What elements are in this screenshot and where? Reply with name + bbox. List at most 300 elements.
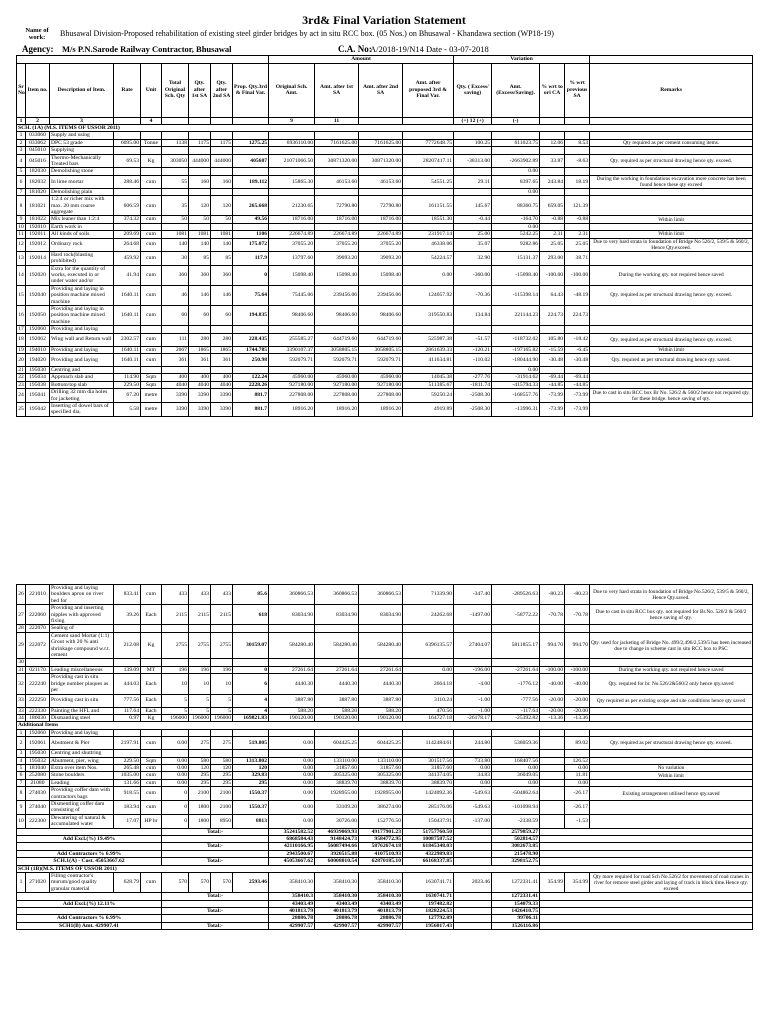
table-cell: 2755 <box>189 632 211 659</box>
table-cell: 133110.00 <box>315 757 359 764</box>
table-cell <box>114 188 141 195</box>
table-row <box>17 779 753 786</box>
table-cell: 71339.90 <box>403 585 454 605</box>
table-cell <box>315 366 359 373</box>
table-cell: 3390 <box>162 389 189 403</box>
table-cell: metre <box>141 389 162 403</box>
table-cell: 7772648.75 <box>403 139 454 146</box>
table-cell: 14 <box>17 265 26 285</box>
column-number <box>233 117 269 124</box>
table-cell: 46153.60 <box>359 175 403 188</box>
table-cell: 31857.60 <box>315 764 359 771</box>
table-cell: -115398.14 <box>492 285 540 305</box>
total-row <box>17 850 753 857</box>
total-amount: 429907.57 <box>315 922 359 929</box>
table-cell <box>565 366 590 373</box>
table-cell: 5 <box>211 694 233 707</box>
table-cell: 28207417.11 <box>403 154 454 168</box>
table-row <box>17 175 753 188</box>
total-caption: Total:- <box>162 828 269 835</box>
table-cell <box>492 132 540 139</box>
table-cell: 12 <box>17 238 26 251</box>
table-cell: 98406.60 <box>269 305 315 325</box>
table-cell: 358410.30 <box>359 873 403 893</box>
table-cell <box>189 168 211 175</box>
total-amount: 42110166.95 <box>269 843 315 850</box>
table-cell <box>162 168 189 175</box>
column-number: (-) <box>492 117 540 124</box>
table-cell: 41.94 <box>114 265 141 285</box>
table-cell: 295 <box>189 772 211 779</box>
table-cell: -38313.00 <box>454 154 492 168</box>
table-cell: 2100 <box>211 800 233 814</box>
total-blank <box>454 922 492 929</box>
table-cell: 46153.60 <box>315 175 359 188</box>
table-cell <box>315 625 359 632</box>
table-cell: 358410.30 <box>269 873 315 893</box>
table-cell: -0.88 <box>540 216 565 223</box>
table-cell: 194.835 <box>233 305 269 325</box>
table-cell: 75445.06 <box>269 285 315 305</box>
table-cell <box>162 366 189 373</box>
table-cell: Providing and laying <box>50 326 114 333</box>
table-cell: 1865 <box>211 346 233 353</box>
table-cell: 628.79 <box>114 873 141 893</box>
table-cell: 121.39 <box>565 196 590 216</box>
table-cell: -777.56 <box>492 694 540 707</box>
table-cell <box>540 787 565 801</box>
table-cell: 0.00 <box>162 737 189 750</box>
table-cell: -13.36 <box>540 714 565 721</box>
table-cell: 15865.30 <box>269 175 315 188</box>
table-cell: 0.00 <box>269 764 315 771</box>
table-cell: Qty required as per existing scope and site conditions hence qty saved <box>590 694 753 707</box>
table-cell: -44.85 <box>565 381 590 388</box>
table-cell: 19 <box>18 346 24 353</box>
table-cell <box>233 326 269 333</box>
table-cell: 15098.40 <box>315 265 359 285</box>
table-cell <box>540 729 565 736</box>
table-cell: Due to cast in situ RCC box qty. not required for Br.No. 526/2 & 560/2 hence saving of qty. <box>590 605 753 625</box>
table-cell: 2664.18 <box>403 674 454 694</box>
table-cell: 30159.07 <box>233 632 269 659</box>
table-cell: 31857.60 <box>359 764 403 771</box>
table-cell: 28 <box>18 625 24 632</box>
table-cell: -101098.94 <box>492 800 540 814</box>
table-cell <box>403 750 454 757</box>
column-number <box>189 117 211 124</box>
table-cell: 358410.30 <box>315 873 359 893</box>
table-cell: 360866.53 <box>269 585 315 605</box>
table-cell: Kg <box>141 714 162 721</box>
table-cell: -549.63 <box>454 800 492 814</box>
table-cell: 2067 <box>162 346 189 353</box>
table-cell <box>141 750 162 757</box>
table-cell <box>211 729 233 736</box>
table-cell: 196 <box>162 666 189 673</box>
table-cell: 25.05 <box>565 238 590 251</box>
table-cell: 2 <box>17 737 26 750</box>
table-cell: cum <box>141 772 162 779</box>
total-caption: Total:- <box>162 858 269 865</box>
table-cell: 400 <box>189 374 211 381</box>
table-cell: 2115 <box>162 605 189 625</box>
table-cell: 4919.89 <box>403 403 454 417</box>
table-cell <box>454 625 492 632</box>
table-cell: 222070 <box>26 625 50 632</box>
table-cell: 59250.24 <box>403 389 454 403</box>
table-cell: 10 <box>17 814 26 828</box>
table-cell: 0.00 <box>269 787 315 801</box>
table-cell: 927180.00 <box>269 381 315 388</box>
table-cell: 3058805.15 <box>359 346 403 353</box>
table-row <box>17 625 753 632</box>
table-cell: 584280.40 <box>359 632 403 659</box>
table-cell: Cement sand Mortar (1:1) Grout with 20 % anti shrinkage compound w.r.t. cement <box>50 632 114 659</box>
table-cell: 570 <box>211 873 233 893</box>
total-amount: 2943500.67 <box>269 850 315 857</box>
table-cell: 36049.05 <box>492 772 540 779</box>
table-cell <box>114 659 141 666</box>
total-amount: 358410.3 <box>269 893 315 900</box>
table-cell: 2023.46 <box>454 873 492 893</box>
table-cell: 182032 <box>26 175 50 188</box>
table-cell: 29.11 <box>454 175 492 188</box>
table-cell: 444.03 <box>114 674 141 694</box>
column-header: Description of Item. <box>50 63 114 117</box>
table-cell: 250.98 <box>233 353 269 366</box>
table-cell: Existing arrangement utilised hence qty.saved <box>590 787 753 801</box>
table-cell: Dewatering of natural & accumulated water <box>50 814 114 828</box>
table-cell: No variation <box>590 764 753 771</box>
table-cell: 181021 <box>26 196 50 216</box>
table-cell: 37055.20 <box>269 238 315 251</box>
table-cell: -40.00 <box>565 674 590 694</box>
total-blank <box>454 836 492 843</box>
table-cell: -25392.82 <box>492 714 540 721</box>
table-cell: -31914.62 <box>492 374 540 381</box>
table-cell: -117.64 <box>492 707 540 714</box>
table-cell: 10 <box>211 674 233 694</box>
total-variation: 3082673.85 <box>492 843 540 850</box>
table-cell: Approach slab and <box>50 374 114 381</box>
total-caption: Total:- <box>162 908 269 915</box>
table-cell <box>454 132 492 139</box>
table-cell <box>141 326 162 333</box>
table-cell: Sqm <box>141 757 162 764</box>
column-header: % wrt to ori CA <box>540 63 565 117</box>
table-cell: 354.99 <box>540 873 565 893</box>
table-cell <box>403 326 454 333</box>
table-cell: 021170 <box>26 666 50 673</box>
table-cell <box>189 750 211 757</box>
table-cell: 295 <box>211 772 233 779</box>
table-cell <box>359 729 403 736</box>
table-cell <box>162 750 189 757</box>
table-cell: 55 <box>162 175 189 188</box>
table-cell <box>211 750 233 757</box>
table-cell: 1 <box>17 873 26 893</box>
table-cell: 18716.00 <box>359 216 403 223</box>
table-cell: 7 <box>17 188 26 195</box>
table-cell: 190120.00 <box>359 714 403 721</box>
table-cell: 192010 <box>26 223 50 230</box>
total-label: Add Contractors % 6.99% <box>17 850 162 857</box>
table-cell: -73.99 <box>565 403 590 417</box>
table-cell: Abutment & Pier <box>50 737 114 750</box>
column-number: 9 <box>269 117 315 124</box>
table-cell: 994.70 <box>565 632 590 659</box>
table-cell: 13 <box>17 251 26 265</box>
table-cell: 433 <box>189 585 211 605</box>
table-cell: 2100 <box>211 787 233 801</box>
table-cell: 182030 <box>26 168 50 175</box>
variation-table-part-2 <box>16 584 753 930</box>
table-cell <box>565 625 590 632</box>
total-filler <box>540 836 753 843</box>
table-cell: -4.00 <box>454 674 492 694</box>
total-amount: 3920515.88 <box>315 850 359 857</box>
total-row <box>17 858 753 865</box>
table-cell: Qty. required as per structural drawing hence qty. exceed. <box>590 154 753 168</box>
table-cell: 0.00 <box>162 779 189 786</box>
work-label: Name of work: <box>25 27 49 41</box>
table-cell <box>540 814 565 828</box>
table-cell: 0.00 <box>403 666 454 673</box>
table-cell: 0.00 <box>269 800 315 814</box>
column-number <box>565 117 590 124</box>
table-cell <box>454 147 492 154</box>
table-cell <box>233 625 269 632</box>
total-label <box>17 893 162 900</box>
table-cell: -40.00 <box>540 674 565 694</box>
table-cell: 3058805.15 <box>315 346 359 353</box>
table-cell: 181022 <box>26 216 50 223</box>
table-cell <box>269 326 315 333</box>
table-cell: 994.70 <box>540 632 565 659</box>
table-cell: Sqm <box>141 374 162 381</box>
table-cell <box>141 147 162 154</box>
table-cell: 27 <box>17 605 26 625</box>
table-cell: 120 <box>189 196 211 216</box>
table-row <box>17 154 753 168</box>
table-cell: 192061 <box>26 737 50 750</box>
table-cell: 60 <box>189 305 211 325</box>
table-cell <box>454 223 492 230</box>
table-cell: 50 <box>211 216 233 223</box>
total-filler <box>540 893 753 900</box>
total-variation: 502814.57 <box>492 836 540 843</box>
table-cell: 27261.64 <box>359 666 403 673</box>
table-cell: 3110.24 <box>403 694 454 707</box>
table-cell <box>492 326 540 333</box>
table-cell: Earth work in <box>50 223 114 230</box>
work-description: Bhusawal Division-Proposed rehabilitation of existing steel girder bridges by act in situ RCC box. (05 Nos.) on Bhusawal - Khandawa section (WP18-19) <box>60 29 554 38</box>
table-cell: 114.90 <box>114 374 141 381</box>
table-cell: -277.76 <box>454 374 492 381</box>
table-cell <box>162 625 189 632</box>
column-number: 2 <box>26 117 50 124</box>
table-cell: -26178.17 <box>454 714 492 721</box>
table-cell: Filling contractor's murum/good quality granular material <box>50 873 114 893</box>
total-caption <box>162 836 269 843</box>
table-cell <box>269 147 315 154</box>
table-cell: 18 <box>17 333 26 346</box>
table-cell: 045010 <box>26 147 50 154</box>
column-header: % wrt previous SA <box>565 63 590 117</box>
table-cell: 4040 <box>189 381 211 388</box>
table-row <box>17 346 753 353</box>
table-cell: 0.00 <box>492 223 540 230</box>
table-cell <box>540 764 565 771</box>
table-cell <box>315 147 359 154</box>
table-cell: 5 <box>162 707 189 714</box>
column-number <box>540 117 565 124</box>
schedule-1a-section <box>17 125 753 132</box>
table-cell <box>540 132 565 139</box>
table-cell: 111 <box>162 333 189 346</box>
table-cell: 181020 <box>26 188 50 195</box>
table-cell: cum <box>141 346 162 353</box>
table-cell: 196 <box>189 666 211 673</box>
table-row <box>17 305 753 325</box>
table-cell <box>540 757 565 764</box>
table-cell: 4440.30 <box>359 674 403 694</box>
table-cell: 18916.20 <box>359 403 403 417</box>
table-row <box>17 333 753 346</box>
table-cell: -13996.31 <box>492 403 540 417</box>
table-cell: cum <box>141 333 162 346</box>
table-cell: 150437.91 <box>403 814 454 828</box>
table-cell <box>454 729 492 736</box>
table-cell: 190120.00 <box>269 714 315 721</box>
table-cell: 2115 <box>211 605 233 625</box>
table-cell <box>359 147 403 154</box>
table-cell: 4 <box>17 154 26 168</box>
table-row <box>17 605 753 625</box>
table-cell: -70.36 <box>454 285 492 305</box>
table-cell: cum <box>141 305 162 325</box>
table-cell <box>315 168 359 175</box>
table-cell: 295 <box>189 779 211 786</box>
table-cell <box>50 659 114 666</box>
table-cell: 374.32 <box>114 216 141 223</box>
table-row <box>17 139 753 146</box>
table-cell: 0 <box>233 666 269 673</box>
table-cell <box>233 132 269 139</box>
table-cell: Leading miscellaneous <box>50 666 114 673</box>
table-cell: -1776.12 <box>492 674 540 694</box>
table-cell: 227808.00 <box>359 389 403 403</box>
table-cell: 511385.67 <box>403 381 454 388</box>
table-cell <box>403 729 454 736</box>
table-row <box>17 714 753 721</box>
table-cell <box>114 147 141 154</box>
total-label: Add Excl.(%) 19.49% <box>17 836 162 843</box>
total-label: SCH1(B) Amt. 429907.41 <box>17 922 162 929</box>
table-cell <box>492 729 540 736</box>
table-cell: 21080 <box>26 779 50 786</box>
column-header: Amt. after 2nd SA <box>359 63 403 117</box>
table-cell: Qty. required for br. No.526/2&560/2 only hence qty.saved <box>590 674 753 694</box>
table-cell: 10 <box>18 223 24 230</box>
table-cell <box>540 147 565 154</box>
table-cell: 32.90 <box>454 251 492 265</box>
table-cell: 9 <box>17 216 26 223</box>
table-cell: 295 <box>211 779 233 786</box>
table-cell: Each <box>141 694 162 707</box>
table-cell <box>315 326 359 333</box>
table-cell: 733.80 <box>454 757 492 764</box>
table-cell: Within limit <box>590 346 753 353</box>
table-cell: 519.805 <box>233 737 269 750</box>
table-cell: 0.00 <box>162 757 189 764</box>
total-blank <box>454 850 492 857</box>
table-cell: Qty. required as per structural drawing hence qty. exceed. <box>590 285 753 305</box>
table-cell: 3887.80 <box>359 694 403 707</box>
table-cell: Due to cast in situ RCC box Br No. 526/2 & 560/2 hence not required qty. for these bridge. hence saving of qty. <box>590 389 753 403</box>
table-cell <box>162 729 189 736</box>
table-cell: 27261.64 <box>269 666 315 673</box>
table-cell: Extra over item Nos. <box>50 764 114 771</box>
table-cell: 18916.20 <box>269 403 315 417</box>
total-blank <box>454 900 492 907</box>
table-cell <box>162 326 189 333</box>
table-cell: 570 <box>162 873 189 893</box>
table-cell: 222300 <box>26 814 50 828</box>
table-cell <box>189 366 211 373</box>
table-cell: 1640.11 <box>114 353 141 366</box>
table-cell: -69.44 <box>565 374 590 381</box>
table-row <box>17 353 753 366</box>
table-cell: 1:2:4 or richer mix with max. 20 mm coarse aggregate <box>50 196 114 216</box>
table-cell <box>565 188 590 195</box>
total-amount: 9148424.73 <box>315 836 359 843</box>
table-cell: 195034 <box>26 374 50 381</box>
table-cell <box>211 326 233 333</box>
table-cell: 275 <box>189 737 211 750</box>
column-number <box>403 117 454 124</box>
table-cell: -58772.22 <box>492 605 540 625</box>
table-cell: cum <box>141 800 162 814</box>
table-cell <box>454 659 492 666</box>
table-cell <box>403 223 454 230</box>
table-cell: 8950 <box>211 814 233 828</box>
table-cell: -100.00 <box>540 666 565 673</box>
table-cell <box>590 251 753 265</box>
table-cell: -197165.82 <box>492 346 540 353</box>
ca-label: C.A. No: <box>338 44 372 54</box>
table-cell: 305325.00 <box>359 772 403 779</box>
table-cell: 6095.00 <box>114 139 141 146</box>
table-cell: 301517.56 <box>403 757 454 764</box>
table-cell: 195030 <box>26 750 50 757</box>
column-header: Item no. <box>26 63 50 117</box>
table-row <box>17 659 753 666</box>
table-cell: 1640.11 <box>114 305 141 325</box>
table-cell: 8813 <box>233 814 269 828</box>
column-number <box>590 117 753 124</box>
table-cell: 584280.40 <box>269 632 315 659</box>
table-cell: 222330 <box>26 707 50 714</box>
table-cell <box>403 132 454 139</box>
table-cell: 341374.05 <box>403 772 454 779</box>
table-cell: cum <box>141 787 162 801</box>
table-cell: Dismentling coffer dam consisting of <box>50 800 114 814</box>
table-cell: Supplying <box>50 147 114 154</box>
page-title: 3rd& Final Variation Statement <box>302 13 466 27</box>
table-cell: 98406.60 <box>315 305 359 325</box>
